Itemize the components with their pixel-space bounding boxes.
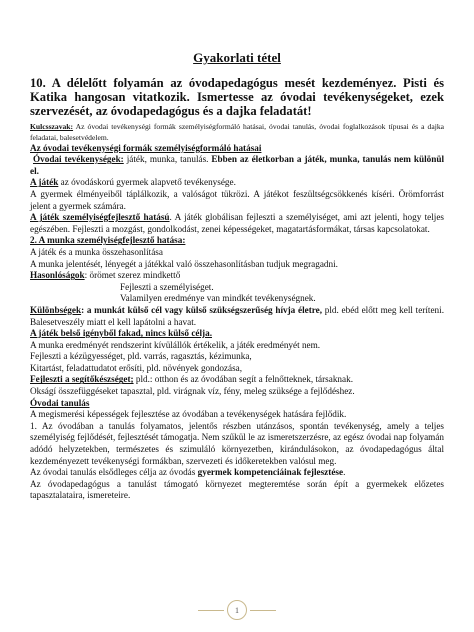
page-number: 1 [227,600,247,620]
keywords-text: Az óvodai tevékenységi formák személyiségformáló hatásai, óvodai tanulás, óvodai foglalkozások típusai és a dajka feladatai, balesetvédelem. [30,121,444,142]
learning-p3-text: Az óvodai tanulás elsődleges célja az óvodás [30,467,198,478]
learning-p3-bold: gyermek kompetenciáinak fejlesztése [197,467,344,478]
section3-heading: Óvodai tanulás [30,397,90,408]
learning-p3-end: . [343,467,346,478]
helpfulness-paragraph [30,374,444,386]
play-effect-text: . A játék globálisan fejleszti a személyiséget, ami azt jelenti, hogy teljes egészében. Fejleszti a mozgást, gondolkodást, zenei képességeket, magatartásformákat, társas kapcsolatokat. [30,212,444,234]
differences-paragraph [30,305,444,328]
similarity-item-2: Valamilyen eredménye van mindkét tevékenységnek. [120,293,316,304]
persistence-line: Kitartást, feladattudatot erősíti, pld. növények gondozása, [30,362,243,373]
dexterity-line: Fejleszti a kézügyességet, pld. varrás, ragasztás, kézimunka, [30,351,252,362]
document-body [30,76,444,502]
activities-bold: Ebben az életkorban a játék, munka, tanulás nem különül el. [30,154,445,176]
play-effect-label: A játék személyiségfejlesztő hatású [30,212,170,223]
activities-paragraph [30,154,444,177]
result-line: A munka eredményét rendszerint kívülállók értékelik, a játék eredményét nem. [30,339,321,350]
section1-heading: Az óvodai tevékenységi formák személyiségformáló hatásai [30,142,262,153]
differences-bold: : a munkát külső cél vagy külső szükségszerűség hívja életre, [81,304,323,315]
footer-ornament-left [198,610,224,611]
inner-need-line: A játék belső igényből fakad, nincs külső célja. [30,328,212,339]
play-effect-paragraph [30,212,444,235]
helpfulness-text: pld.: otthon és az óvodában segít a felnőtteknek, társaknak. [133,374,353,385]
play-label: A játék [30,177,59,188]
similarities-text: : örömet szerez mindkettő [84,270,181,281]
similarity-item-1: Fejleszti a személyiséget. [120,281,214,292]
causality-line: Okságí összefüggéseket tapasztal, pld. virágnak víz, fény, meleg szüksége a fejlődéshez. [30,386,355,397]
keywords-label: Kulcsszavak: [30,121,74,131]
play-paragraph [30,177,444,189]
similarities-paragraph [30,270,444,282]
helpfulness-label: Fejleszti a segítőkészséget; [30,374,134,385]
learning-p2: 1. Az óvodában a tanulás folyamatos, jelentős részben utánzásos, spontán tevékenység, amely a teljes személyiség fejlődését, fejlesztését támogatja. Nem szűkül le az ismeretszerzésre, az egész óvodai nap folyamán adódó helyzetekben, természetes és szimuláló környezetben, kirándulásokon, az óvodapedagógus által kezdeményezett tevékenységi formákban, szervezeti és időkeretekben valósul meg. [30,420,444,466]
learning-p3 [30,467,444,479]
play-text: az óvodáskorú gyermek alapvető tevékenysége. [58,177,236,188]
differences-text: pld. ebéd előtt meg kell teríteni. Balesetveszély miatt el kell lapátolni a havat. [30,304,444,327]
learning-p4: Az óvodapedagógus a tanulást támogató környezet megteremtése során épít a gyermekek előzetes tapasztalataira, ismereteire. [30,478,444,501]
differences-label: Különbségek [30,304,82,315]
meaning-line: A munka jelentését, lényegét a játékkal való összehasonlításban tudjuk megragadni. [30,258,338,269]
compare-line: A játék és a munka összehasonlítása [30,246,163,257]
footer-ornament-right [250,610,276,611]
document-title: Gyakorlati tétel [193,50,281,65]
page-footer [0,600,474,620]
similarities-label: Hasonlóságok [30,270,85,281]
section2-heading: 2. A munka személyiségfejlesztő hatása: [30,235,186,246]
activities-label: Óvodai tevékenységek: [32,154,124,165]
keywords-paragraph [30,121,444,143]
activities-text: játék, munka, tanulás. [123,154,212,165]
play-paragraph-2: A gyermek élményeiből táplálkozik, a valóságot tükrözi. A játékot feszültségcsökkenés kíséri. Örömforrást jelent a gyermek számára. [30,188,444,211]
learning-p1: A megismerési képességek fejlesztése az óvodában a tevékenységek hatására fejlődik. [30,409,347,420]
task-heading: 10. A délelőtt folyamán az óvodapedagógus mesét kezdeményez. Pisti és Katika hangosan vitatkozik. Ismertesse az óvodai tevékenységeket, ezek szervezését, az óvodapedagógus és a dajka feladatát! [30,76,444,119]
